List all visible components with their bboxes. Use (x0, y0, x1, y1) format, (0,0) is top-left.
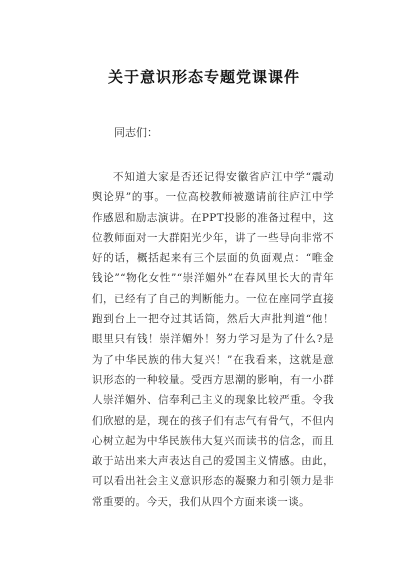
body-paragraph: 不知道大家是否还记得安徽省庐江中学“震动舆论界”的事。一位高校教师被邀请前往庐江中学作感恩和励志演讲。在PPT投影的准备过程中，这位教师面对一大群阳光少年，讲了一些导向非常不好的话，概括起来有三个层面的负面观点：“唯金钱论”“物化女性”“崇洋媚外”在春风里长大的青年们，已经有了自己的判断能力。一位在座同学直接跑到台上一把夺过其话筒，然后大声批判道“他！眼里只有钱！崇洋媚外！努力学习是为了什么?是为了中华民族的伟大复兴！”在我看来，这就是意识形态的一种较量。受西方思潮的影响，有一小群人崇洋媚外、信奉利己主义的现象比较严重。令我们欣慰的是，现在的孩子们有志气有骨气，不但内心树立起为中华民族伟大复兴而读书的信念，而且敢于站出来大声表达自己的爱国主义情感。由此，可以看出社会主义意识形态的凝聚力和引领力是非常重要的。今天，我们从四个方面来谈一谈。 (92, 171, 334, 508)
document-title: 关于意识形态专题党课课件 (107, 68, 300, 86)
greeting-text: 同志们： (114, 126, 158, 139)
